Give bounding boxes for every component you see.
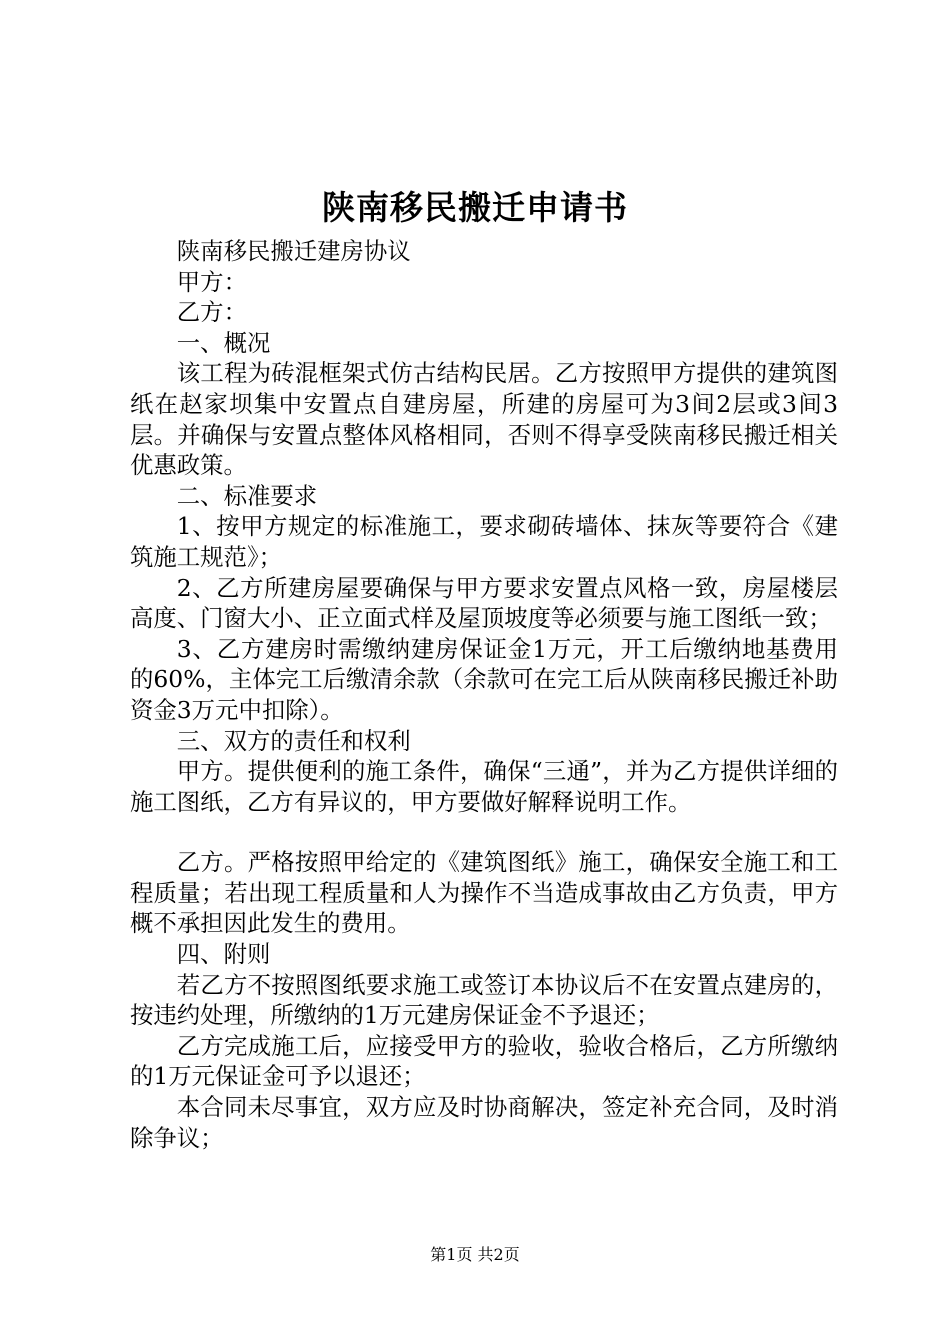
- paragraph-appendix-1: 若乙方不按照图纸要求施工或签订本协议后不在安置点建房的，按违约处理，所缴纳的1万元建房保证金不予退还；: [130, 970, 838, 1030]
- section-heading-responsibilities: 三、双方的责任和权利: [176, 726, 411, 755]
- document-body: [130, 236, 838, 1153]
- section-heading-overview: 一、概况: [176, 328, 271, 357]
- paragraph-party-a: 甲方：: [176, 267, 247, 296]
- paragraph-appendix-2: 乙方完成施工后，应接受甲方的验收，验收合格后，乙方所缴纳的1万元保证金可予以退还；: [130, 1031, 838, 1091]
- paragraph-overview: 该工程为砖混框架式仿古结构民居。乙方按照甲方提供的建筑图纸在赵家坝集中安置点自建房屋，所建的房屋可为3间2层或3间3层。并确保与安置点整体风格相同，否则不得享受陕南移民搬迁相关优惠政策。: [130, 359, 838, 480]
- paragraph-party-b: 乙方：: [176, 298, 247, 327]
- paragraph-standard-3: 3、乙方建房时需缴纳建房保证金1万元，开工后缴纳地基费用的60%，主体完工后缴清余款（余款可在完工后从陕南移民搬迁补助资金3万元中扣除）。: [130, 634, 838, 724]
- page-footer: 第1页 共2页: [430, 1245, 520, 1264]
- paragraph-appendix-3: 本合同未尽事宜，双方应及时协商解决，签定补充合同，及时消除争议；: [130, 1093, 838, 1152]
- paragraph-standard-2: 2、乙方所建房屋要确保与甲方要求安置点风格一致，房屋楼层高度、门窗大小、正立面式样及屋顶坡度等必须要与施工图纸一致；: [130, 573, 838, 633]
- paragraph-standard-1: 1、按甲方规定的标准施工，要求砌砖墙体、抹灰等要符合《建筑施工规范》；: [130, 512, 838, 571]
- section-heading-standards: 二、标准要求: [176, 481, 318, 510]
- section-heading-appendix: 四、附则: [176, 940, 271, 969]
- paragraph-party-b-duty: 乙方。严格按照甲给定的《建筑图纸》施工，确保安全施工和工程质量；若出现工程质量和人为操作不当造成事故由乙方负责，甲方概不承担因此发生的费用。: [130, 848, 838, 938]
- paragraph-subtitle: 陕南移民搬迁建房协议: [176, 237, 411, 265]
- page-title: 陕南移民搬迁申请书: [322, 188, 628, 227]
- paragraph-party-a-duty: 甲方。提供便利的施工条件，确保“三通”，并为乙方提供详细的施工图纸，乙方有异议的，甲方要做好解释说明工作。: [130, 757, 838, 816]
